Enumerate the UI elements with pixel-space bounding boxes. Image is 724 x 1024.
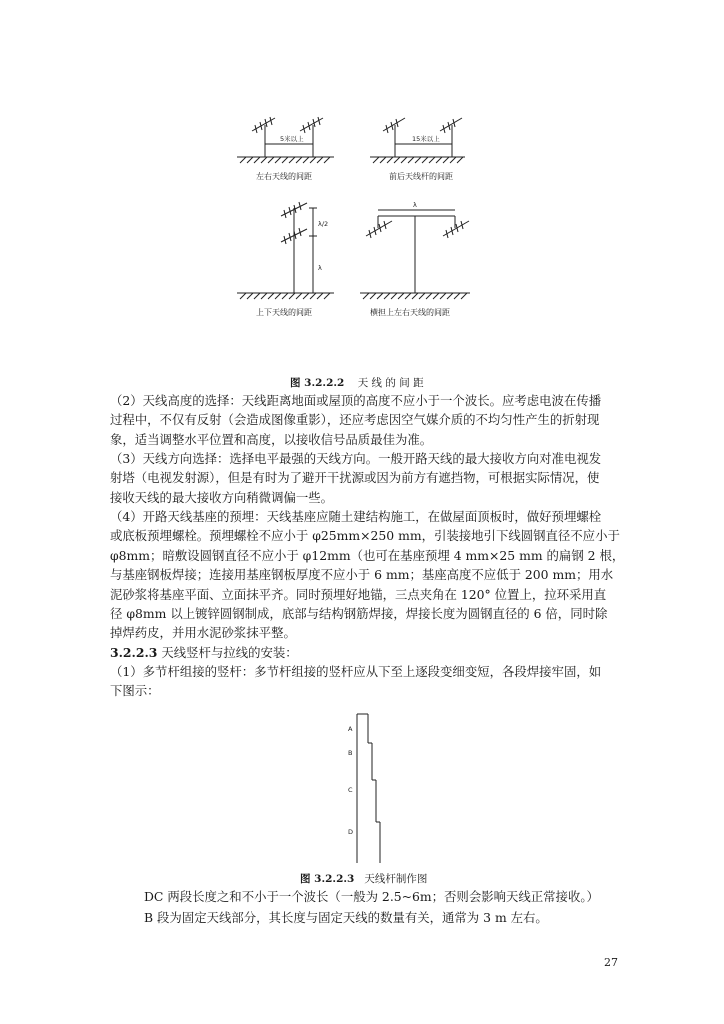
figure-number: 图 3.2.2.2 [290, 377, 345, 389]
text-line: （2）天线高度的选择：天线距离地面或屋顶的高度不应小于一个波长。应考虑电波在传播 [110, 393, 602, 408]
page-number: 27 [604, 956, 618, 969]
label-c: C [348, 786, 353, 794]
label-d: D [348, 828, 354, 836]
label-lambda: λ [318, 264, 322, 272]
text-line: 径 φ8mm 以上镀锌圆钢制成，底部与结构钢筋焊接，焊接长度为圆钢直径的 6 倍，同时除 [110, 606, 608, 622]
text-line: （1）多节杆组接的竖杆：多节杆组接的竖杆应从下至上逐段变细变短，各段焊接牢固，如 [110, 664, 602, 679]
text-line: （4）开路天线基座的预埋：天线基座应随土建结构施工，在做屋面顶板时，做好预埋螺栓 [110, 509, 602, 524]
caption-lr: 左右天线的间距 [256, 172, 312, 181]
heading-text: 天线竖杆与拉线的安装： [161, 645, 298, 660]
text-line: 泥砂浆将基座平面、立面抹平齐。同时预埋好地锚，三点夹角在 120° 位置上，拉环采用直 [110, 586, 607, 602]
figure-number: 图 3.2.2.3 [300, 873, 355, 885]
text-line: 掉焊药皮，并用水泥砂浆抹平整。 [110, 625, 296, 641]
figure-title-text: 天线杆制作图 [364, 873, 428, 885]
text-line: φ8mm；暗敷设圆钢直径不应小于 φ12mm（也可在基座预埋 4 mm×25 mm 的扁钢 2 根， [110, 547, 625, 563]
notes-block [144, 886, 599, 928]
text-line: 过程中，不仅有反射（会造成图像重影），还应考虑因空气媒介质的不均匀性产生的折射现 [110, 412, 600, 428]
text-line: 与基座钢板焊接；连接用基座钢板厚度不应小于 6 mm；基座高度不应低于 200 mm；用水 [110, 567, 614, 583]
text-line: 接收天线的最大接收方向稍微调偏一些。 [110, 489, 334, 505]
text-line: （3）天线方向选择：选择电平最强的天线方向。一般开路天线的最大接收方向对准电视发 [110, 451, 602, 466]
caption-fb: 前后天线杆的间距 [389, 172, 453, 181]
caption-ud: 上下天线的间距 [256, 308, 312, 317]
label-a: A [348, 725, 353, 733]
label-lambda-top: λ [413, 201, 417, 209]
label-5m: 5米以上 [280, 135, 304, 143]
caption-cross: 横担上左右天线的间距 [370, 308, 450, 317]
note-b: B 段为固定天线部分，其长度与固定天线的数量有关，通常为 3 m 左右。 [144, 910, 548, 925]
figure-title-2223 [300, 871, 427, 886]
label-half-lambda: λ/2 [318, 220, 329, 228]
text-line: 下图示： [110, 683, 160, 699]
text-line: 象，适当调整水平位置和高度，以接收信号品质最佳为准。 [110, 431, 433, 447]
label-15m: 15米以上 [412, 135, 440, 143]
heading-number: 3.2.2.3 [110, 645, 158, 660]
text-line: 或底板预埋螺栓。预埋螺栓不应小于 φ25mm×250 mm，引装接地引下线圆钢直径不应小于 [110, 528, 620, 544]
note-dc: DC 两段长度之和不小于一个波长（一般为 2.5~6m；否则会影响天线正常接收。） [144, 889, 599, 904]
label-b: B [348, 749, 353, 757]
text-line: 射塔（电视发射源），但是有时为了避开干扰源或因为前方有遮挡物，可根据实际情况，使 [110, 470, 600, 486]
figure-title-text: 天 线 的 间 距 [357, 377, 424, 389]
